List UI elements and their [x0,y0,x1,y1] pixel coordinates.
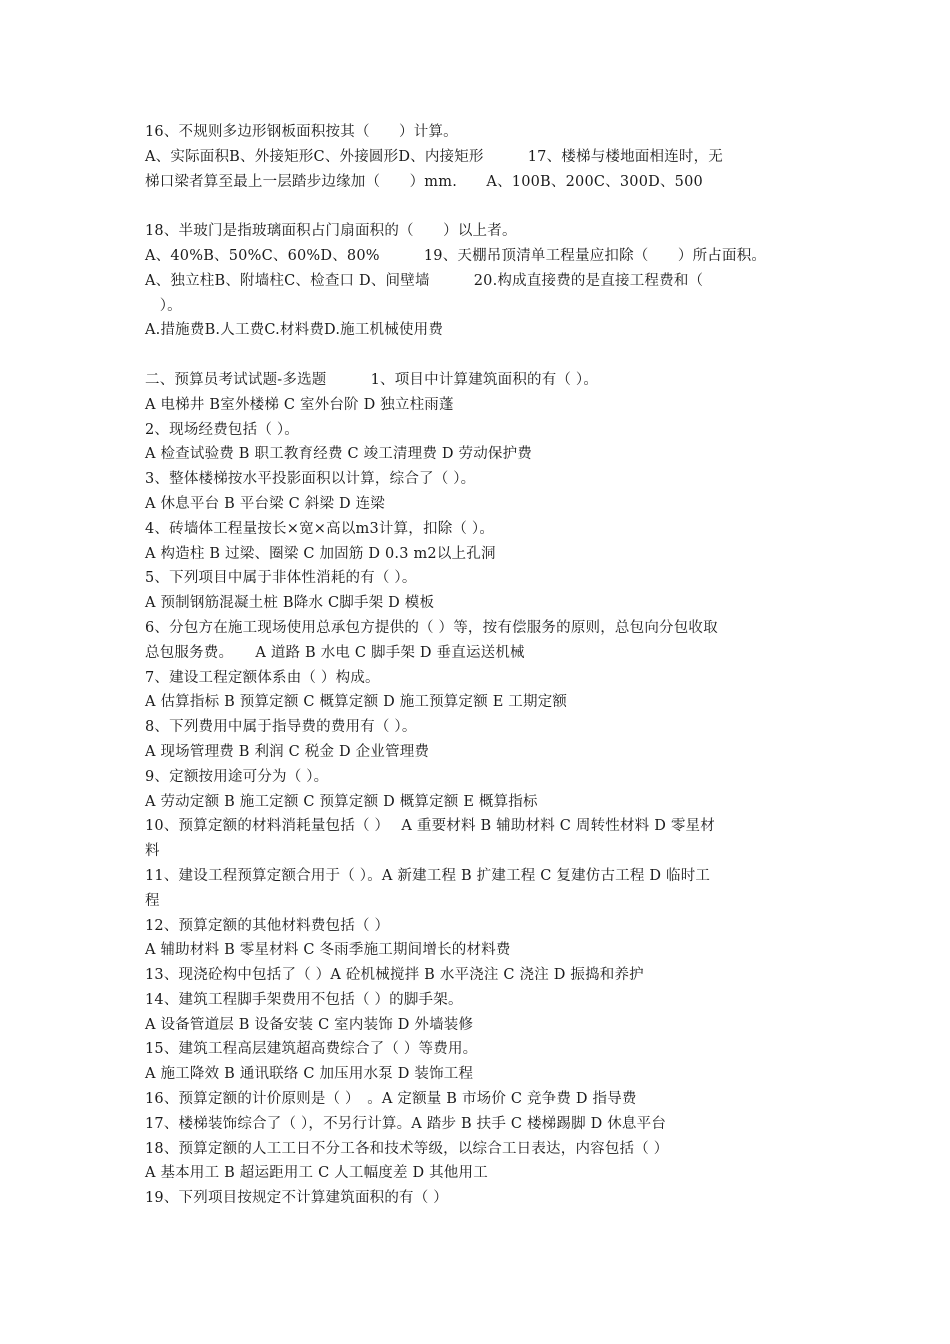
text-line: A 基本用工 B 超运距用工 C 人工幅度差 D 其他用工 [145,1165,488,1182]
text-block [145,120,810,194]
text-line: 16、预算定额的计价原则是（ ） 。A 定额量 B 市场价 C 竞争费 D 指导费 [145,1091,637,1108]
text-line: 6、分包方在施工现场使用总承包方提供的（ ）等，按有偿服务的原则，总包向分包收取 [145,619,718,636]
paragraph-gap [145,194,810,219]
text-line: A 检查试验费 B 职工教育经费 C 竣工清理费 D 劳动保护费 [145,446,533,463]
text-line: 梯口梁者算至最上一层踏步边缘加（ ）mm. A、100B、200C、300D、500 [145,173,703,190]
text-line: 15、建筑工程高层建筑超高费综合了（ ）等费用。 [145,1041,478,1058]
text-line: A 劳动定额 B 施工定额 C 预算定额 D 概算定额 E 概算指标 [145,793,538,810]
text-line: A、实际面积B、外接矩形C、外接圆形D、内接矩形 17、楼梯与楼地面相连时，无 [145,148,723,165]
text-line: 18、半玻门是指玻璃面积占门扇面积的（ ）以上者。 [145,223,517,240]
text-line: 3、整体楼梯按水平投影面积以计算，综合了（ ）。 [145,471,476,488]
text-line: 5、下列项目中属于非体性消耗的有（ ）。 [145,570,417,587]
text-line: A 辅助材料 B 零星材料 C 冬雨季施工期间增长的材料费 [145,942,511,959]
text-line: A 估算指标 B 预算定额 C 概算定额 D 施工预算定额 E 工期定额 [145,694,568,711]
text-line: 16、不规则多边形钢板面积按其（ ）计算。 [145,124,458,140]
text-line: 程 [145,892,160,909]
text-line: ）。 [145,297,182,314]
document-page [145,120,810,1211]
text-line: A 预制钢筋混凝土桩 B降水 C脚手架 D 模板 [145,595,435,612]
text-line: A 施工降效 B 通讯联络 C 加压用水泵 D 装饰工程 [145,1066,474,1083]
text-line: A、独立柱B、附墙柱C、检查口 D、间壁墙 20.构成直接费的是直接工程费和（ [145,272,704,289]
text-line: 14、建筑工程脚手架费用不包括（ ）的脚手架。 [145,991,463,1008]
text-line: 7、建设工程定额体系由（ ）构成。 [145,669,380,686]
text-block [145,219,810,343]
text-line: A.措施费B.人工费C.材料费D.施工机械使用费 [145,322,444,339]
text-block [145,368,810,1211]
text-line: A 电梯井 B室外楼梯 C 室外台阶 D 独立柱雨蓬 [145,396,454,413]
text-line: 19、下列项目按规定不计算建筑面积的有（ ） [145,1190,448,1207]
text-line: 料 [145,843,160,860]
text-line: 8、下列费用中属于指导费的费用有（ ）。 [145,719,417,736]
paragraph-gap [145,343,810,368]
text-line: A 设备管道层 B 设备安装 C 室内装饰 D 外墙装修 [145,1016,474,1033]
text-line: 总包服务费。 A 道路 B 水电 C 脚手架 D 垂直运送机械 [145,644,525,661]
text-line: 10、预算定额的材料消耗量包括（ ） A 重要材料 B 辅助材料 C 周转性材料 D 零星材 [145,818,715,835]
text-line: 9、定额按用途可分为（ ）。 [145,768,329,785]
text-line: A 休息平台 B 平台梁 C 斜梁 D 连梁 [145,495,386,512]
text-line: A 现场管理费 B 利润 C 税金 D 企业管理费 [145,743,430,760]
text-line: 4、砖墙体工程量按长×宽×高以m3计算，扣除（ ）。 [145,520,495,537]
text-line: 13、现浇砼构中包括了（ ）A 砼机械搅拌 B 水平浇注 C 浇注 D 振捣和养护 [145,967,644,984]
text-line: A 构造柱 B 过梁、圈梁 C 加固筋 D 0.3 m2以上孔洞 [145,545,496,562]
text-line: 12、预算定额的其他材料费包括（ ） [145,917,390,934]
text-line: 2、现场经费包括（ ）。 [145,421,299,438]
text-line: A、40%B、50%C、60%D、80% 19、天棚吊顶清单工程量应扣除（ ）所占面积。 [145,247,767,264]
text-line: 18、预算定额的人工工日不分工各和技术等级，以综合工日表达，内容包括（ ） [145,1140,669,1157]
text-line: 11、建设工程预算定额合用于（ ）。A 新建工程 B 扩建工程 C 复建仿古工程 D 临时工 [145,867,711,884]
text-line: 17、楼梯装饰综合了（ ），不另行计算。A 踏步 B 扶手 C 楼梯踢脚 D 休息平台 [145,1115,667,1132]
text-line: 二、预算员考试试题-多选题 1、项目中计算建筑面积的有（ ）。 [145,371,599,388]
